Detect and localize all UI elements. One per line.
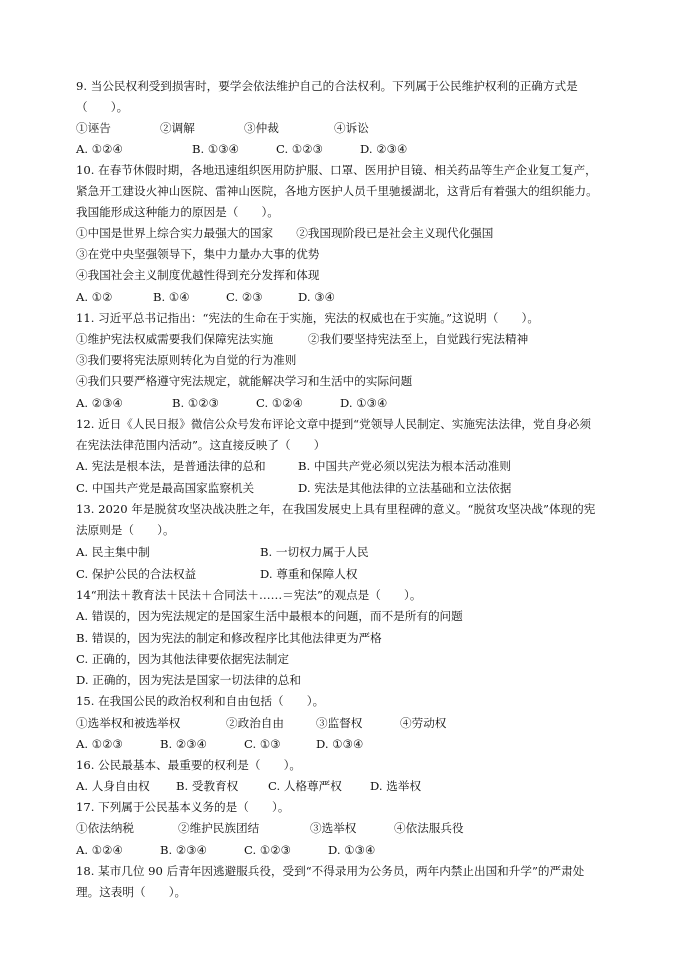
q16-choice-b: B. 受教育权 bbox=[176, 779, 239, 793]
q10-choice-b: B. ①④ bbox=[153, 290, 190, 304]
q14-choice-b: B. 错误的，因为宪法的制定和修改程序比其他法律更为严格 bbox=[76, 631, 382, 645]
q9-item-4: ④诉讼 bbox=[334, 121, 369, 135]
q17-choice-b: B. ②③④ bbox=[160, 843, 208, 857]
q13-stem-line-2: 法原则是（ ）。 bbox=[76, 523, 175, 537]
q9-stem-line-1: 9. 当公民权利受到损害时，要学会依法维护自己的合法权利。下列属于公民维护权利的正确方式是 bbox=[76, 79, 578, 93]
q18-stem-line-1: 18. 某市几位 90 后青年因逃避服兵役，受到“不得录用为公务员，两年内禁止出国和升学”的严肃处 bbox=[76, 864, 585, 878]
q14-choice-d: D. 正确的，因为宪法是国家一切法律的总和 bbox=[76, 673, 301, 687]
q17-choice-d: D. ①③④ bbox=[328, 843, 376, 857]
q10-stem-line-1: 10. 在春节休假时期，各地迅速组织医用防护服、口罩、医用护目镜、相关药品等生产企业复工复产， bbox=[76, 163, 597, 177]
q13-choice-b: B. 一切权力属于人民 bbox=[260, 545, 369, 559]
q10-statement-1: ①中国是世界上综合实力最强大的国家 ②我国现阶段已是社会主义现代化强国 bbox=[76, 226, 494, 240]
q11-statement-1: ①维护宪法权威需要我们保障宪法实施 ②我们要坚持宪法至上，自觉践行宪法精神 bbox=[76, 332, 529, 346]
q16-choice-d: D. 选举权 bbox=[370, 779, 422, 793]
q13-choice-a: A. 民主集中制 bbox=[76, 545, 150, 559]
q11-choice-a: A. ②③④ bbox=[76, 396, 123, 410]
q9-item-1: ①诬告 bbox=[76, 121, 111, 135]
q9-choice-b: B. ①③④ bbox=[192, 142, 240, 156]
q10-stem-line-3: 我国能形成这种能力的原因是（ ）。 bbox=[76, 205, 279, 219]
q9-item-2: ②调解 bbox=[160, 121, 195, 135]
q11-choice-c: C. ①②④ bbox=[256, 396, 304, 410]
q11-stem-line-1: 11. 习近平总书记指出：“宪法的生命在于实施，宪法的权威也在于实施。”这说明（ ）。 bbox=[76, 311, 539, 325]
q11-statement-2: ③我们要将宪法原则转化为自觉的行为准则 bbox=[76, 353, 297, 367]
q14-choice-a: A. 错误的，因为宪法规定的是国家生活中最根本的问题，而不是所有的问题 bbox=[76, 609, 463, 623]
q17-choice-a: A. ①②④ bbox=[76, 843, 123, 857]
q10-stem-line-2: 紧急开工建设火神山医院、雷神山医院，各地方医护人员千里驰援湖北，这背后有着强大的组织能力。 bbox=[76, 184, 598, 198]
q15-choice-d: D. ①③④ bbox=[316, 737, 364, 751]
q12-stem-line-1: 12. 近日《人民日报》微信公众号发布评论文章中提到“党领导人民制定、实施宪法法律，党自身必须 bbox=[76, 417, 591, 431]
q17-stem-line-1: 17. 下列属于公民基本义务的是（ ）。 bbox=[76, 800, 290, 814]
q9-choice-d: D. ②③④ bbox=[360, 142, 408, 156]
q15-choice-b: B. ②③④ bbox=[160, 737, 208, 751]
q16-choice-a: A. 人身自由权 bbox=[76, 779, 150, 793]
q15-item-1: ①选举权和被选举权 bbox=[76, 716, 181, 730]
q12-stem-line-2: 在宪法法律范围内活动”。这直接反映了（ ） bbox=[76, 438, 326, 452]
q12-choice-d: D. 宪法是其他法律的立法基础和立法依据 bbox=[298, 481, 512, 495]
q12-choice-c: C. 中国共产党是最高国家监察机关 bbox=[76, 481, 255, 495]
q9-stem-line-2: （ ）。 bbox=[76, 100, 129, 114]
q15-item-4: ④劳动权 bbox=[400, 716, 447, 730]
q15-choice-c: C. ①③ bbox=[244, 737, 281, 751]
q17-item-3: ③选举权 bbox=[310, 821, 357, 835]
q17-choice-c: C. ①②③ bbox=[244, 843, 292, 857]
q17-item-1: ①依法纳税 bbox=[76, 821, 134, 835]
q18-stem-line-2: 理。这表明（ ）。 bbox=[76, 885, 187, 899]
q17-item-2: ②维护民族团结 bbox=[178, 821, 260, 835]
q11-statement-3: ④我们只要严格遵守宪法规定，就能解决学习和生活中的实际问题 bbox=[76, 374, 413, 388]
q9-choice-c: C. ①②③ bbox=[276, 142, 324, 156]
q12-choice-b: B. 中国共产党必须以宪法为根本活动准则 bbox=[298, 459, 511, 473]
q15-item-2: ②政治自由 bbox=[226, 716, 284, 730]
q13-stem-line-1: 13. 2020 年是脱贫攻坚决战决胜之年，在我国发展史上具有里程碑的意义。“脱贫攻坚决战”体现的宪 bbox=[76, 502, 596, 516]
q9-choice-a: A. ①②④ bbox=[76, 142, 123, 156]
q16-choice-c: C. 人格尊严权 bbox=[268, 779, 342, 793]
q11-choice-b: B. ①②③ bbox=[172, 396, 220, 410]
q16-stem-line-1: 16. 公民最基本、最重要的权利是（ ）。 bbox=[76, 758, 302, 772]
q15-item-3: ③监督权 bbox=[316, 716, 363, 730]
q10-choice-c: C. ②③ bbox=[226, 290, 263, 304]
q14-choice-c: C. 正确的，因为其他法律要依据宪法制定 bbox=[76, 652, 289, 666]
q11-choice-d: D. ①③④ bbox=[340, 396, 388, 410]
q13-choice-c: C. 保护公民的合法权益 bbox=[76, 567, 197, 581]
q12-choice-a: A. 宪法是根本法，是普通法律的总和 bbox=[76, 459, 266, 473]
q10-choice-a: A. ①② bbox=[76, 290, 113, 304]
q10-statement-2: ③在党中央坚强领导下，集中力量办大事的优势 bbox=[76, 247, 320, 261]
q17-item-4: ④依法服兵役 bbox=[394, 821, 464, 835]
q15-stem-line-1: 15. 在我国公民的政治权利和自由包括（ ）。 bbox=[76, 694, 325, 708]
q9-item-3: ③仲裁 bbox=[244, 121, 279, 135]
q10-statement-3: ④我国社会主义制度优越性得到充分发挥和体现 bbox=[76, 268, 320, 282]
q14-stem-line-1: 14“刑法＋教育法＋民法＋合同法＋……＝宪法”的观点是（ ）。 bbox=[76, 588, 422, 602]
q13-choice-d: D. 尊重和保障人权 bbox=[260, 567, 358, 581]
q10-choice-d: D. ③④ bbox=[298, 290, 336, 304]
q15-choice-a: A. ①②③ bbox=[76, 737, 123, 751]
